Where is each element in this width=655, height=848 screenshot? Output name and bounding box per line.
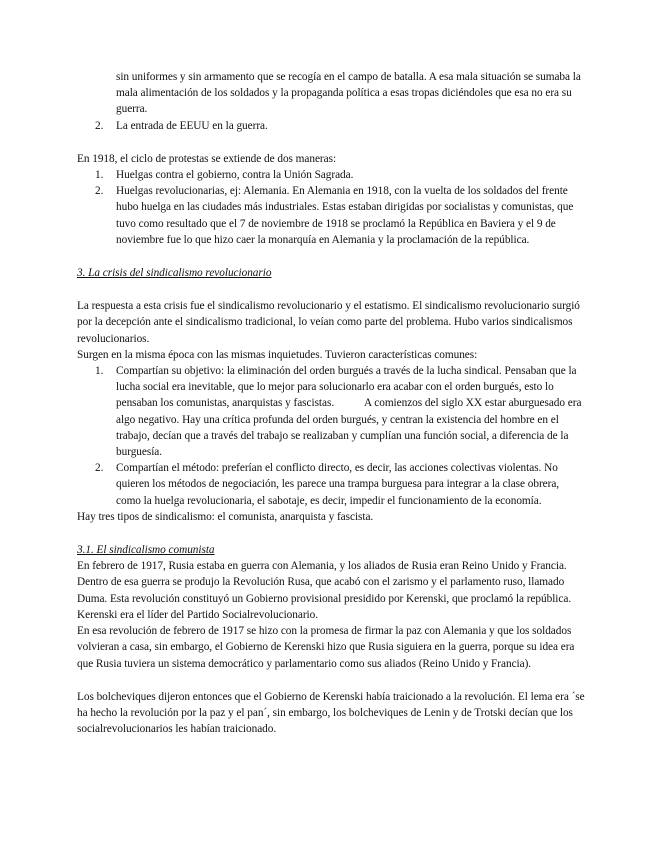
paragraph-section3-3: Hay tres tipos de sindicalismo: el comunista, anarquista y fascista. bbox=[77, 510, 374, 523]
paragraph-section31-2: En esa revolución de febrero de 1917 se hizo con la promesa de firmar la paz con Alemania y que los soldados volvieran a casa, sin embargo, el Gobierno de Kerenski hizo que Rusia siguiera en la guerra, porque su idea era que Rusia tuviera un sistema democrático y parlamentario como sus aliados (Reino Unido y Francia). bbox=[77, 625, 575, 670]
list-item-text: Huelgas contra el gobierno, contra la Unión Sagrada. bbox=[116, 169, 354, 182]
section-heading-3-1: 3.1. El sindicalismo comunista bbox=[77, 544, 215, 557]
paragraph-section3-2: Surgen en la misma época con las mismas inquietudes. Tuvieron características comunes: bbox=[77, 348, 478, 361]
paragraph-section31-1: En febrero de 1917, Rusia estaba en guerra con Alemania, y los aliados de Rusia eran Reino Unido y Francia. Dentro de esa guerra se produjo la Revolución Rusa, que acabó con el zarismo y el parlamento ruso, llamado Duma. Esta revolución constituyó un Gobierno provisional presidido por Kerenski, que proclamó la república. Kerenski era el líder del Partido Socialrevolucionario. bbox=[77, 560, 572, 621]
paragraph-section3-1: La respuesta a esta crisis fue el sindicalismo revolucionario y el estatismo. El sindicalismo revolucionario surgió por la decepción ante el sindicalismo tradicional, lo veían como parte del problema. Hubo varios sindicalismos revolucionarios. bbox=[77, 300, 580, 345]
list-item bbox=[77, 167, 585, 183]
continuation-paragraph: sin uniformes y sin armamento que se recogía en el campo de batalla. A esa mala situación se sumaba la mala alimentación de los soldados y la propaganda política a esas tropas diciéndoles que esa no era su guerra. bbox=[116, 71, 581, 116]
section-heading-3: 3. La crisis del sindicalismo revolucionario bbox=[77, 267, 272, 280]
list-item-text: Huelgas revolucionarias, ej: Alemania. En Alemania en 1918, con la vuelta de los soldados del frente hubo huelga en las ciudades más industriales. Estas estaban dirigidas por socialistas y comunistas, que tuvo como resultado que el 7 de noviembre de 1918 se proclamó la República en Baviera y el 9 de noviembre fue lo que hizo caer la monarquía en Alemania y la proclamación de la república. bbox=[116, 185, 574, 246]
list-number: 2. bbox=[95, 185, 104, 198]
list-item-text: Compartían el método: preferían el conflicto directo, es decir, las acciones colectivas violentas. No quieren los métodos de negociación, les parece una trampa burguesa para integrar a la clase obrera, como la huelga revolucionaria, el sabotaje, es decir, impedir el funcionamiento de la economía. bbox=[116, 462, 560, 507]
list-item bbox=[77, 183, 585, 248]
paragraph-1918: En 1918, el ciclo de protestas se extiende de dos maneras: bbox=[77, 152, 337, 165]
list-characteristics bbox=[77, 363, 585, 509]
list-item-text: La entrada de EEUU en la guerra. bbox=[116, 119, 268, 132]
list-item-text: Compartían su objetivo: la eliminación del orden burgués a través de la lucha sindical. Pensaban que la lucha social era inevitable, que lo mejor para solucionarlo era acabar con el orden burgués, esto lo pensaban los comunistas, anarquistas y fascistas. A comienzos del siglo XX estar aburguesado era algo negativo. Hay una crítica profunda del orden burgués, y centran la existencia del hombre en el trabajo, decían que a través del trabajo se realizaban y cumplían una función social, a diferencia de la burguesía. bbox=[116, 365, 585, 459]
list-number: 2. bbox=[95, 119, 104, 132]
list-protests bbox=[77, 167, 585, 248]
list-item bbox=[77, 460, 585, 509]
list-causes bbox=[77, 118, 585, 134]
list-item bbox=[77, 118, 585, 134]
list-number: 2. bbox=[95, 462, 104, 475]
list-number: 1. bbox=[95, 365, 104, 378]
paragraph-section31-3: Los bolcheviques dijeron entonces que el Gobierno de Kerenski había traicionado a la revolución. El lema era ´se ha hecho la revolución por la paz y el pan´, sin embargo, los bolcheviques de Lenin y de Trotski decían que los socialrevolucionarios les habían traicionado. bbox=[77, 690, 585, 736]
list-item bbox=[77, 363, 585, 460]
list-number: 1. bbox=[95, 169, 104, 182]
